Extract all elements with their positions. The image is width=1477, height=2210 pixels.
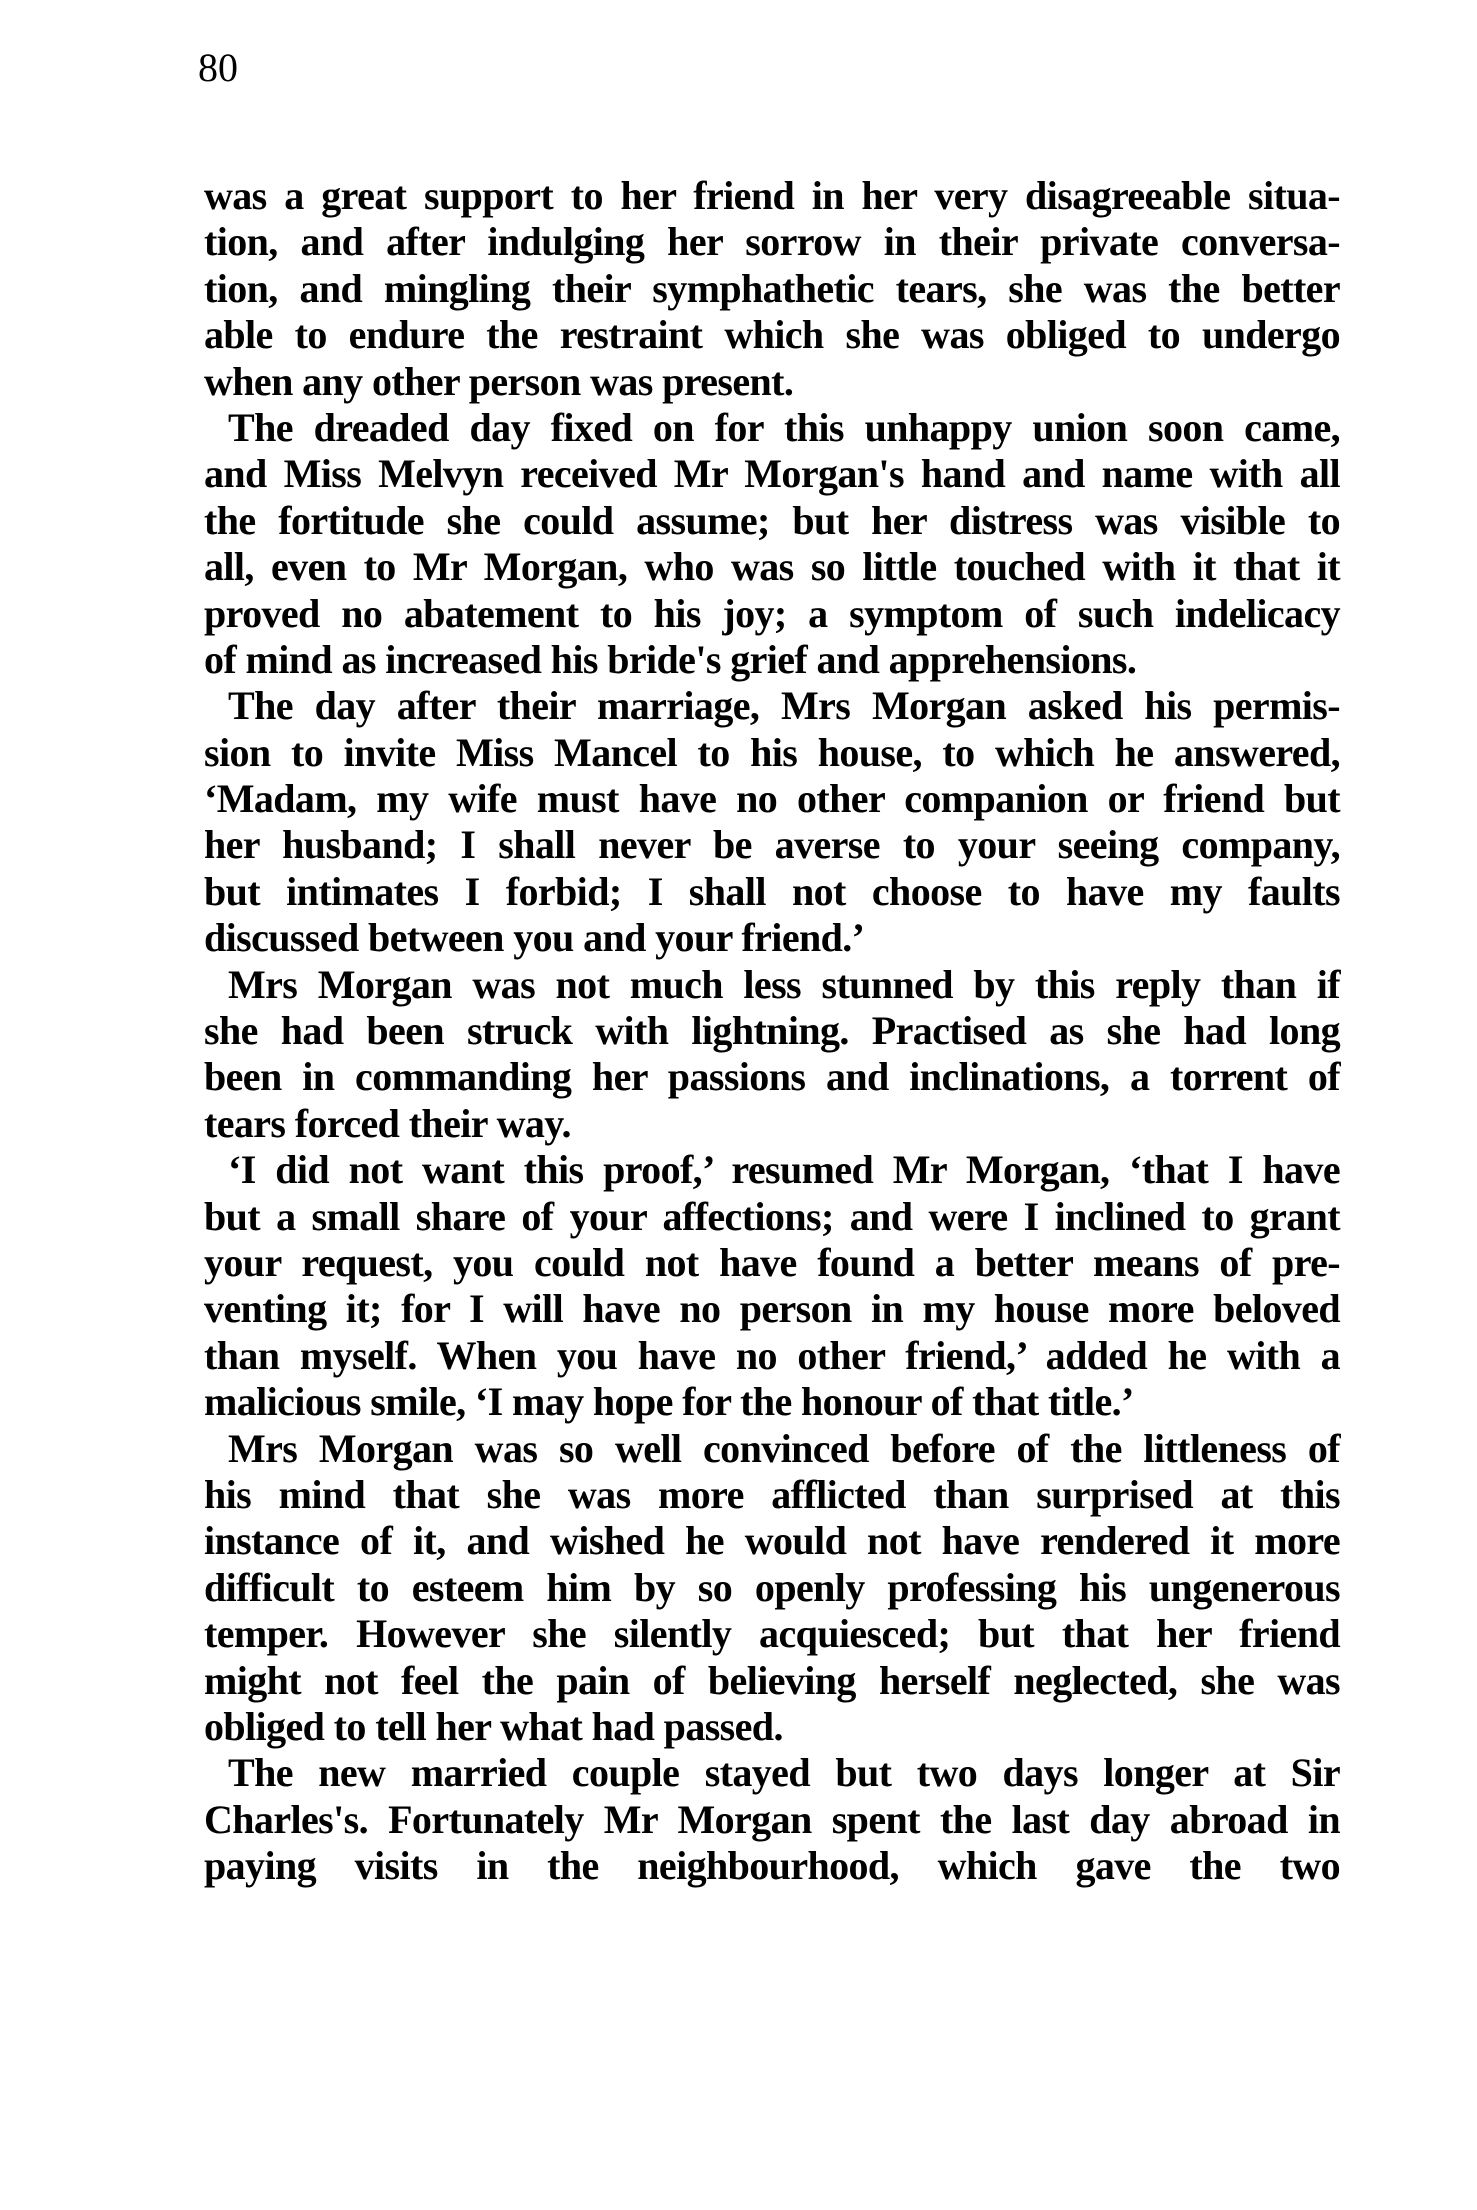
text-line: but intimates I forbid; I shall not choose to have my faults xyxy=(204,868,1340,914)
text-line: malicious smile, ‘I may hope for the honour of that title.’ xyxy=(204,1379,1134,1425)
text-line: paying visits in the neighbourhood, which gave the two xyxy=(204,1843,1340,1889)
text-line: and Miss Melvyn received Mr Morgan's hand and name with all xyxy=(204,451,1340,497)
text-line: was a great support to her friend in her very disagreeable situa- xyxy=(204,173,1340,218)
text-line: her husband; I shall never be averse to your seeing company, xyxy=(204,822,1340,868)
text-line: The new married couple stayed but two days longer at Sir xyxy=(228,1750,1340,1796)
text-line: she had been struck with lightning. Practised as she had long xyxy=(204,1008,1340,1054)
text-line: sion to invite Miss Mancel to his house, to which he answered, xyxy=(204,729,1340,775)
text-line: tion, and mingling their symphathetic tears, she was the better xyxy=(204,265,1340,311)
text-line: been in commanding her passions and inclinations, a torrent of xyxy=(204,1054,1340,1100)
paragraph xyxy=(204,1426,1340,1751)
text-line: temper. However she silently acquiesced; but that her friend xyxy=(204,1611,1340,1657)
text-line: than myself. When you have no other friend,’ added he with a xyxy=(204,1332,1340,1378)
text-line: Mrs Morgan was not much less stunned by this reply than if xyxy=(228,961,1340,1007)
text-line: able to endure the restraint which she was obliged to undergo xyxy=(204,312,1340,358)
paragraph xyxy=(204,962,1340,1148)
text-line: might not feel the pain of believing herself neglected, she was xyxy=(204,1657,1340,1703)
paragraph xyxy=(204,683,1340,961)
text-line: Mrs Morgan was so well convinced before of the littleness of xyxy=(228,1425,1340,1471)
paragraph xyxy=(204,173,1340,405)
text-line: ‘Madam, my wife must have no other companion or friend but xyxy=(204,776,1340,822)
text-line: your request, you could not have found a better means of pre- xyxy=(204,1239,1340,1285)
text-line: discussed between you and your friend.’ xyxy=(204,915,865,961)
text-line: venting it; for I will have no person in my house more beloved xyxy=(204,1286,1340,1332)
text-line: Charles's. Fortunately Mr Morgan spent the last day abroad in xyxy=(204,1796,1340,1842)
text-line: The dreaded day fixed on for this unhappy union soon came, xyxy=(228,404,1340,450)
text-line: but a small share of your affections; and were I inclined to grant xyxy=(204,1193,1340,1239)
text-line: when any other person was present. xyxy=(204,358,794,404)
page-number: 80 xyxy=(198,45,238,90)
text-line: of mind as increased his bride's grief and apprehensions. xyxy=(204,636,1137,682)
body-text xyxy=(204,173,1340,1889)
text-line: ‘I did not want this proof,’ resumed Mr Morgan, ‘that I have xyxy=(228,1147,1340,1193)
paragraph xyxy=(204,1750,1340,1889)
text-line: the fortitude she could assume; but her distress was visible to xyxy=(204,497,1340,543)
text-line: proved no abatement to his joy; a symptom of such indelicacy xyxy=(204,590,1340,636)
text-line: his mind that she was more afflicted than surprised at this xyxy=(204,1471,1340,1517)
text-line: obliged to tell her what had passed. xyxy=(204,1703,783,1749)
text-line: The day after their marriage, Mrs Morgan asked his permis- xyxy=(228,683,1340,729)
text-line: difficult to esteem him by so openly professing his ungenerous xyxy=(204,1564,1340,1610)
text-line: instance of it, and wished he would not have rendered it more xyxy=(204,1518,1340,1564)
paragraph xyxy=(204,1147,1340,1425)
text-line: all, even to Mr Morgan, who was so little touched with it that it xyxy=(204,544,1340,590)
paragraph xyxy=(204,405,1340,683)
text-line: tion, and after indulging her sorrow in their private conversa- xyxy=(204,219,1340,265)
text-line: tears forced their way. xyxy=(204,1100,571,1146)
